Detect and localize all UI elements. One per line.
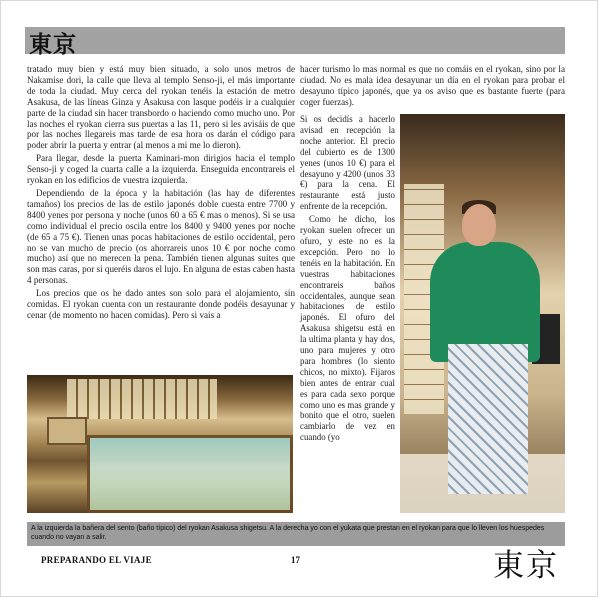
paragraph: Si os decidís a hacerlo avisad en recepción la noche anterior. El precio del cubierto es de 1300 yenes (unos 10 €) para el desayuno y 4200 (unos 33 €) para la cena. El restaurante está justo enfrente de la recepción. <box>300 114 395 212</box>
photo-caption: A la izquierda la bañera del sento (baño típico) del ryokan Asakusa shigetsu. A la derecha yo con el yukata que prestan en el ryokan para que lo lleven los huespedes cuando no vayan a salir. <box>27 522 565 546</box>
yukata <box>448 344 528 494</box>
bathtub <box>87 435 293 513</box>
yukata-photo <box>400 114 565 513</box>
page-number: 17 <box>291 555 300 565</box>
left-column <box>27 64 295 323</box>
face <box>462 204 496 246</box>
header-bar <box>25 27 565 58</box>
bath-photo <box>27 375 293 513</box>
footer-section-label: PREPARANDO EL VIAJE <box>41 555 152 565</box>
page-title: 東京 <box>29 31 77 58</box>
paragraph: Dependiendo de la época y la habitación (las hay de diferentes tamaños) los precios de las de estilo japonés doble cuesta entre 7700 y 8400 yenes por persona y noche (unos 60 a 65 € mas o menos). Si se usa como individual el precio oscila entre los 8400 y 9400 yenes por noche (de 65 a 75 €). Tienen unas pocas habitaciones de estilo occidental, pero no se van mucho de precio (os ahorrareis unos 10 € por noche como mucho) así que no merecen la pena. También tienen algunas suites que son mas caras, por si queréis daros el lujo. En alguna de estas caben hasta 4 personas. <box>27 187 295 286</box>
right-column-narrow <box>300 114 395 445</box>
right-column-top <box>300 64 565 110</box>
paragraph: Para llegar, desde la puerta Kaminari-mon dirigios hacia el templo Senso-ji y coged la cuarta calle a la izquierda. Enseguida encontrareis el ryokan en los edificios de vuestra izquierda. <box>27 153 295 186</box>
paragraph: hacer turismo lo mas normal es que no comáis en el ryokan, sino por la ciudad. No es mala idea desayunar un día en el ryokan para probar el desayuno típico japonés, que ya os aviso que es bastante fuerte (para coger fuerzas). <box>300 64 565 107</box>
bath-step <box>47 417 87 445</box>
paragraph: Como he dicho, los ryokan suelen ofrecer un ofuro, y este no es la excepción. Pero no lo tenéis en la habitación. En vuestras habitaciones encontrareis baños occidentales, aunque sean habitaciones de estilo japonés. El ofuro del Asakusa shigetsu está en la ultima planta y hay dos, uno para mujeres y otro para hombres (lo siento chicos, no mixto). Fijaros bien antes de entrar cual es para cada sexo porque como uno es mas grande y bonito que el otro, suelen cambiarlo de vez en cuando (yo <box>300 214 395 443</box>
paragraph: tratado muy bien y está muy bien situado, a solo unos metros de Nakamise dori, la calle que lleva al templo Senso-ji, el más importante de toda la ciudad. Muy cerca del ryokan tenéis la estación de metro Asakusa, de las líneas Ginza y Asakusa con lasque podéis ir a cualquier parte de la ciudad sin hacer transbordo o haciendo como mucho uno. Por las noches el ryokan cierra sus puertas a las 11, pero si les avisáis de que por las noches llegareis mas tarde de esa hora os darán el código para poder abrir la puerta y entrar (al menos a mi me lo dieron). <box>27 64 295 151</box>
paragraph: Los precios que os he dado antes son solo para el alojamiento, sin comidas. El ryokan cuenta con un restaurante donde podéis desayunar y cenar (de momento no hacen comidas). Pero si vais a <box>27 288 295 320</box>
footer-kanji: 東京 <box>493 548 559 584</box>
bath-window <box>67 379 217 419</box>
